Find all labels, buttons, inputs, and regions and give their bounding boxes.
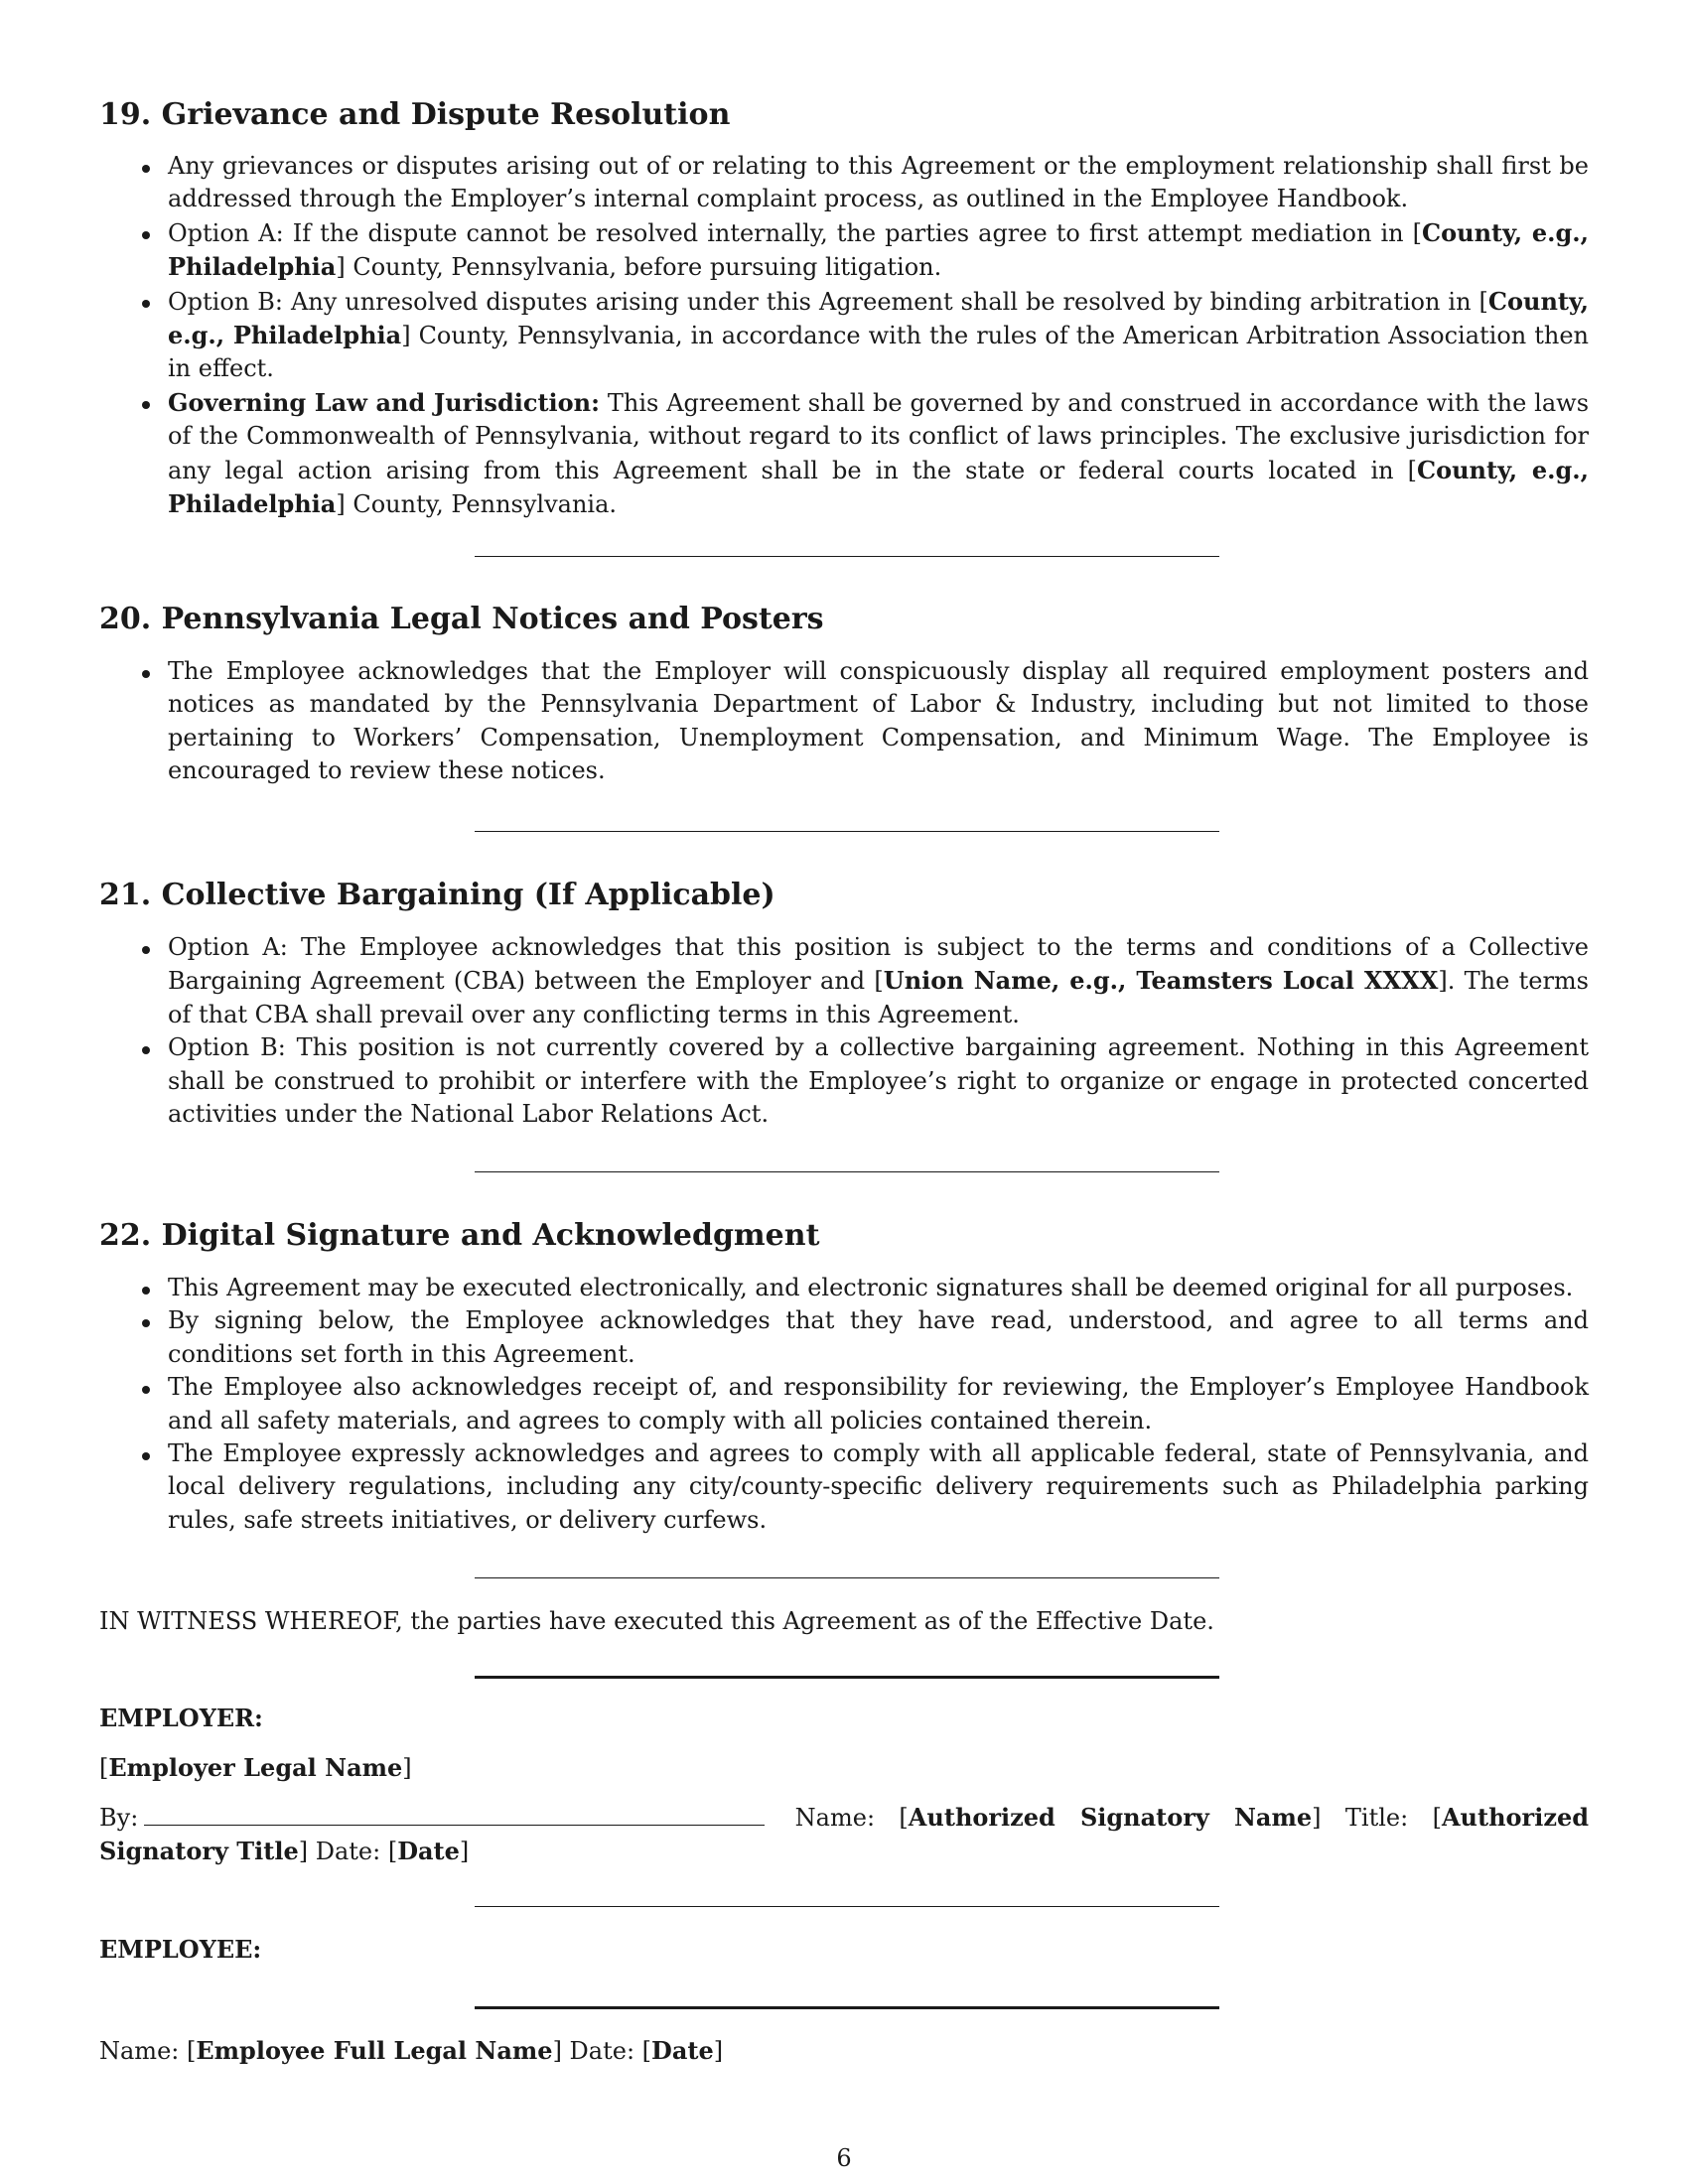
employer-legal-name: [Employer Legal Name] — [99, 1753, 412, 1782]
section-21-title: 21. Collective Bargaining (If Applicable) — [99, 878, 775, 912]
section-22-title: 22. Digital Signature and Acknowledgment — [99, 1218, 820, 1253]
page-number: 6 — [836, 2144, 852, 2172]
section-divider — [475, 1906, 1219, 1907]
employer-signature-line: By: Name: [Authorized Signatory Name] Title: [Authorized Signatory Title] Date: [Date] — [99, 1803, 1589, 1866]
list-item: The Employee acknowledges that the Employer will conspicuously display all required employment posters and notices as mandated by the Pennsylvania Department of Labor & Industry, including but not limited to those pertaining to Workers’ Compensation, Unemployment Compensation, and Minimum Wage. The Employee is encouraged to review these notices. — [99, 655, 1589, 788]
list-item: The Employee expressly acknowledges and agrees to comply with all applicable federal, state of Pennsylvania, and local delivery regulations, including any city/county-specific delivery requirements such as Philadelphia parking rules, safe streets initiatives, or delivery curfews. — [99, 1437, 1589, 1537]
bullet-icon — [142, 1287, 150, 1295]
employer-heading: EMPLOYER: — [99, 1704, 263, 1732]
list-item: By signing below, the Employee acknowledges that they have read, understood, and agree to all terms and conditions set forth in this Agreement. — [99, 1304, 1589, 1371]
section-divider — [475, 1577, 1219, 1578]
bullet-icon — [142, 946, 150, 954]
list-item: Option B: This position is not currently covered by a collective bargaining agreement. Nothing in this Agreement shall be construed to prohibit or interfere with the Employee’s right to organize or engage in protected concerted activities under the National Labor Relations Act. — [99, 1031, 1589, 1131]
signature-line — [475, 1676, 1219, 1679]
section-21-list — [99, 931, 1589, 1131]
bullet-icon — [142, 1046, 150, 1054]
list-item: Option A: The Employee acknowledges that this position is subject to the terms and conditions of a Collective Bargaining Agreement (CBA) between the Employer and [Union Name, e.g., Teamsters Local XXXX]. The terms of that CBA shall prevail over any conflicting terms in this Agreement. — [99, 931, 1589, 1031]
bullet-icon — [142, 231, 150, 239]
bullet-icon — [142, 165, 150, 173]
document-page — [99, 0, 1589, 2184]
list-item: Option A: If the dispute cannot be resolved internally, the parties agree to first attempt mediation in [County, e.g., Philadelphia] County, Pennsylvania, before pursuing litigation. — [99, 216, 1589, 285]
list-item: Any grievances or disputes arising out of or relating to this Agreement or the employment relationship shall first be addressed through the Employer’s internal complaint process, as outlined in the Employee Handbook. — [99, 150, 1589, 216]
section-divider — [475, 831, 1219, 832]
witness-statement: IN WITNESS WHEREOF, the parties have executed this Agreement as of the Effective Date. — [99, 1607, 1214, 1635]
list-item: This Agreement may be executed electronically, and electronic signatures shall be deemed original for all purposes. — [99, 1272, 1589, 1304]
list-item: The Employee also acknowledges receipt of, and responsibility for reviewing, the Employer’s Employee Handbook and all safety materials, and agrees to comply with all policies contained therein. — [99, 1371, 1589, 1437]
section-divider — [475, 556, 1219, 557]
bullet-icon — [142, 1452, 150, 1460]
bullet-icon — [142, 1319, 150, 1327]
list-item: Governing Law and Jurisdiction: This Agreement shall be governed by and construed in accordance with the laws of the Commonwealth of Pennsylvania, without regard to its conflict of laws principles. The exclusive jurisdiction for any legal action arising from this Agreement shall be in the state or federal courts located in [County, e.g., Philadelphia] County, Pennsylvania. — [99, 386, 1589, 522]
section-20-title: 20. Pennsylvania Legal Notices and Posters — [99, 602, 824, 636]
signature-line — [475, 2006, 1219, 2009]
section-19-list — [99, 150, 1589, 521]
bullet-icon — [142, 1386, 150, 1394]
section-22-list — [99, 1272, 1589, 1537]
section-20-list — [99, 655, 1589, 788]
section-divider — [475, 1171, 1219, 1172]
section-19-title: 19. Grievance and Dispute Resolution — [99, 97, 731, 132]
bullet-icon — [142, 300, 150, 308]
bullet-icon — [142, 670, 150, 678]
signature-blank[interactable] — [144, 1805, 765, 1826]
employee-heading: EMPLOYEE: — [99, 1935, 262, 1964]
list-item: Option B: Any unresolved disputes arising under this Agreement shall be resolved by binding arbitration in [County, e.g., Philadelphia] County, Pennsylvania, in accordance with the rules of the American Arbitration Association then in effect. — [99, 285, 1589, 386]
employee-signature-line: Name: [Employee Full Legal Name] Date: [Date] — [99, 2036, 724, 2065]
bullet-icon — [142, 401, 150, 409]
